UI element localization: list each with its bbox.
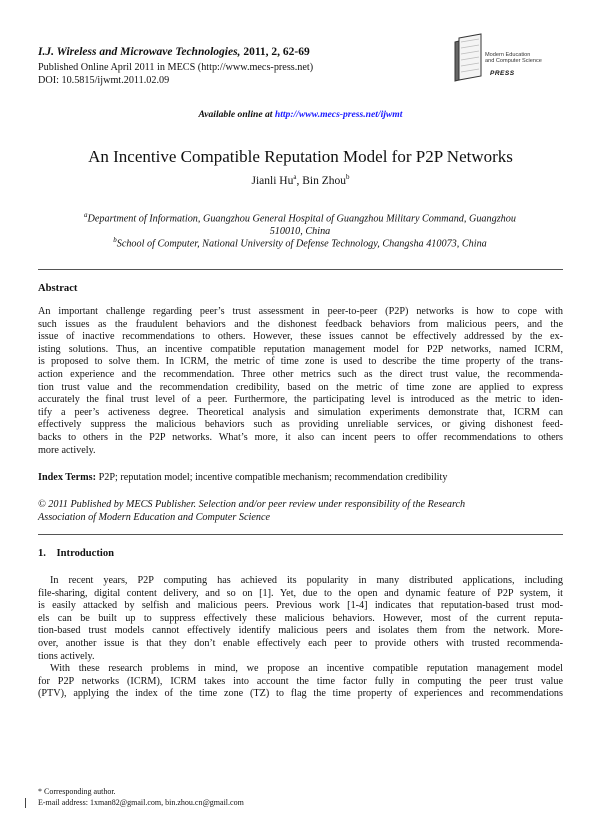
availability-line xyxy=(0,109,601,120)
author-name: Jianli Hu xyxy=(251,174,294,187)
footnote-email: E-mail address: 1xman82@gmail.com, bin.zhou.cn@gmail.com xyxy=(38,798,244,807)
copyright-notice: © 2011 Published by MECS Publisher. Selection and/or peer review under responsibility of the Research Association of Modern Education and Computer Science xyxy=(38,499,466,523)
abstract-body: An important challenge regarding peer’s trust assessment in peer-to-peer (P2P) networks is how to cope with such issues as the fraudulent behaviors and the dishonest feedback behaviors from malicious peers, and the issue of inactive recommendations to others. However, these issues cannot be effectively addressed by the ex- isting solutions. Thus, an incentive compatible reputation management model for P2P networks, named ICRM, is proposed to solve them. In ICRM, the metric of time zone is used to describe the time property of the trans- action experience and the recommendation. Three other metrics such as the direct trust value, the recommenda- tion trust value and the recommendation credibility, based on the metric of time zone are applied to express accurately the final trust level of a peer. Furthermore, the participating level is introduced as the metric to iden- tify a peer’s activeness degree. Theoretical analysis and simulation experiments demonstrate that, ICRM can effectively suppress the malicious behaviors such as providing unreliable services, or giving dishonest feed- backs to others in the P2P networks. What’s more, it also can incent peers to offer recommendations to others more actively. xyxy=(38,306,563,456)
author-list: Jianli Hu$^a$, Bin Zhou$^b$ xyxy=(251,173,350,187)
doi-line: DOI: 10.5815/ijwmt.2011.02.09 xyxy=(38,75,170,86)
introduction-paragraph-1: In recent years, P2P computing has achieved its popularity in many distributed applications, including file-sharing, digital content delivery, and so on [1]. Yet, due to the open and dynamic feature of P2P system, it is easily attacked by selfish and malicious peers. Previous work [1-4] indicates that reputation-based trust mod- els can be built up to suppress effectively these malicious behaviors. However, most of the current reputa- tion-based trust models cannot effectively identify malicious peers and isolates them from the network. More- over, another issue is that they don’t enable effectively each peer to provide others with trusted recommenda- tions actively. xyxy=(38,575,563,662)
index-terms xyxy=(38,472,563,485)
divider xyxy=(38,269,563,270)
journal-issue: 2011, 2, 62-69 xyxy=(243,46,310,58)
published-line: Published Online April 2011 in MECS (http://www.mecs-press.net) xyxy=(38,62,314,73)
affiliation-b: $^b$School of Computer, National University of Defense Technology, Changsha 410073, China xyxy=(113,236,487,250)
journal-header xyxy=(38,46,310,58)
footnote-bar xyxy=(25,798,26,808)
divider xyxy=(38,534,563,535)
paper-title: An Incentive Compatible Reputation Model for P2P Networks xyxy=(88,147,513,166)
logo-press: PRESS xyxy=(490,70,515,77)
section-heading-introduction: 1. Introduction xyxy=(38,548,115,559)
logo-text: Modern Education and Computer Science xyxy=(485,52,542,65)
footnote-corresponding: * Corresponding author. xyxy=(38,787,116,796)
journal-url-link[interactable]: http://www.mecs-press.net/ijwmt xyxy=(274,109,403,120)
introduction-paragraph-2: With these research problems in mind, we propose an incentive compatible reputation management model for P2P networks (ICRM), ICRM takes into account the time factor fully in computing the peer trust value (PTV), applying the index of the time zone (TZ) to flag the time property of experiences and recommendations xyxy=(38,663,563,700)
index-terms-label: Index Terms: xyxy=(38,472,97,483)
author-sup: b xyxy=(345,173,350,181)
affiliation-a: $^a$Department of Information, Guangzhou General Hospital of Guangzhou Military Command, Guangzhou 510010, China xyxy=(84,211,516,237)
journal-name: I.J. Wireless and Microwave Technologies, xyxy=(38,46,241,58)
author-sup: a xyxy=(293,173,297,181)
availability-prefix: Available online at xyxy=(198,109,273,120)
index-terms-text: P2P; reputation model; incentive compatible mechanism; recommendation credibility xyxy=(98,472,448,483)
abstract-heading: Abstract xyxy=(38,283,78,294)
author-name: Bin Zhou xyxy=(302,174,346,187)
